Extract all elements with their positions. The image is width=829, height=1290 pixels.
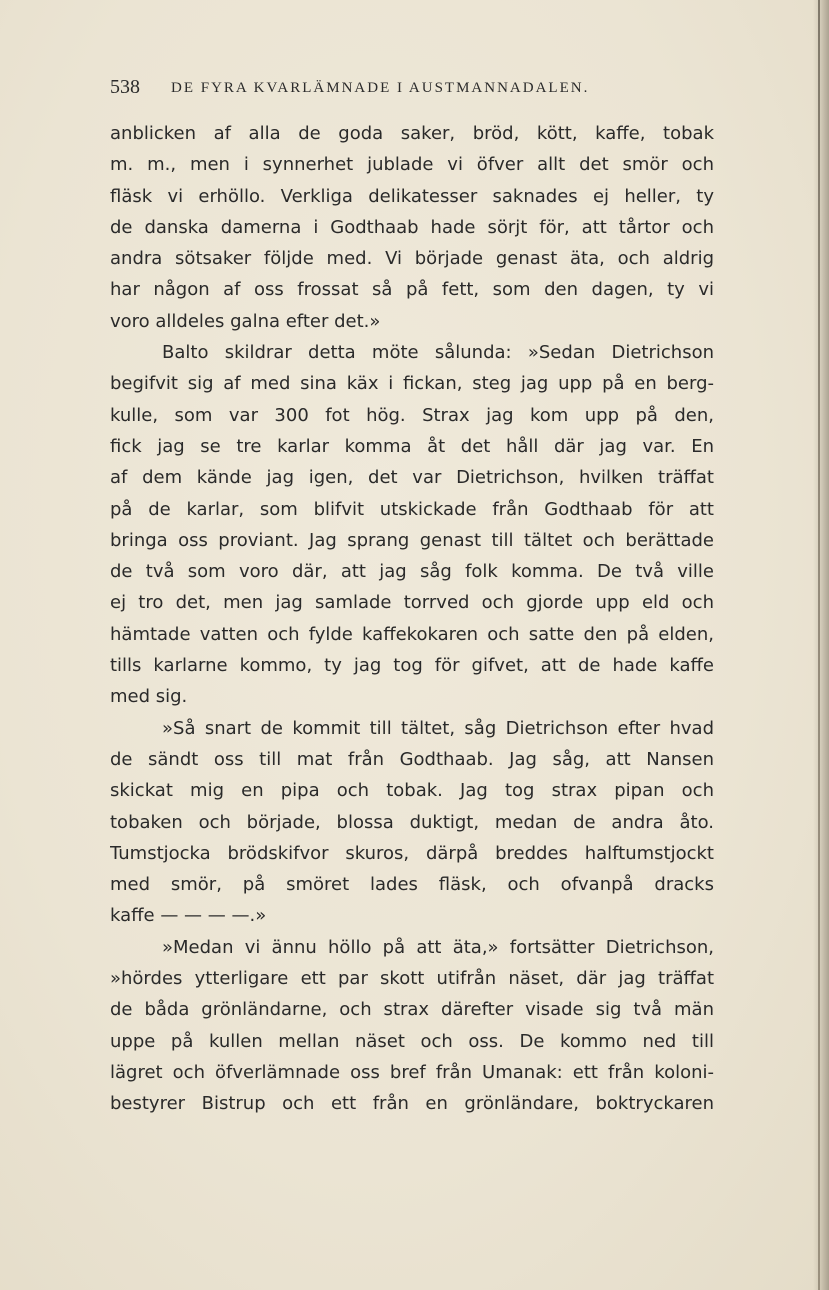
text-line: kaffe — — — —.»	[110, 905, 267, 927]
text-line: andra sötsaker följde med. Vi började genast äta, och aldrig	[110, 248, 714, 270]
page-header	[110, 76, 715, 106]
text-line: fick jag se tre karlar komma åt det håll där jag var. En	[110, 435, 714, 457]
text-line: Balto skildrar detta möte sålunda: »Sedan Dietrichson	[162, 342, 714, 364]
page-number: 538	[110, 76, 140, 98]
page-edge-line	[818, 0, 820, 1290]
text-line: lägret och öfverlämnade oss bref från Umanak: ett från koloni-	[110, 1061, 714, 1083]
text-line: »hördes ytterligare ett par skott utifrån näset, där jag träffat	[110, 968, 714, 990]
text-line: anblicken af alla de goda saker, bröd, kött, kaffe, tobak	[110, 123, 714, 144]
text-line: uppe på kullen mellan näset och oss. De kommo ned till	[110, 1030, 714, 1052]
text-line: skickat mig en pipa och tobak. Jag tog strax pipan och	[110, 780, 714, 802]
text-line: Tumstjocka brödskifvor skuros, därpå breddes halftumstjockt	[110, 842, 714, 864]
text-line: »Så snart de kommit till tältet, såg Dietrichson efter hvad	[162, 717, 714, 739]
text-line: bringa oss proviant. Jag sprang genast till tältet och berättade	[110, 529, 714, 551]
text-line: de två som voro där, att jag såg folk komma. De två ville	[110, 561, 714, 583]
text-line: tills karlarne kommo, ty jag tog för gifvet, att de hade kaffe	[110, 655, 714, 677]
text-line: ej tro det, men jag samlade torrved och gjorde upp eld och	[110, 592, 714, 614]
text-line: begifvit sig af med sina käx i fickan, steg jag upp på en berg-	[110, 373, 714, 395]
text-line: m. m., men i synnerhet jublade vi öfver allt det smör och	[110, 154, 714, 176]
text-line: voro alldeles galna efter det.»	[110, 310, 381, 332]
body-text	[110, 118, 714, 1120]
text-line: »Medan vi ännu höllo på att äta,» fortsätter Dietrichson,	[162, 936, 714, 958]
text-line: de sändt oss till mat från Godthaab. Jag såg, att Nansen	[110, 748, 714, 770]
text-line: de båda grönländarne, och strax därefter visade sig två män	[110, 999, 714, 1021]
text-line: på de karlar, som blifvit utskickade från Godthaab för att	[110, 498, 714, 520]
text-line: bestyrer Bistrup och ett från en grönländare, boktryckaren	[110, 1093, 714, 1115]
text-line: fläsk vi erhöllo. Verkliga delikatesser saknades ej heller, ty	[110, 185, 714, 207]
page-edge-shadow	[813, 0, 829, 1290]
text-line: hämtade vatten och fylde kaffekokaren och satte den på elden,	[110, 623, 714, 645]
text-line: har någon af oss frossat så på fett, som den dagen, ty vi	[110, 279, 714, 301]
text-line: tobaken och började, blossa duktigt, medan de andra åto.	[110, 811, 714, 833]
text-line: af dem kände jag igen, det var Dietrichson, hvilken träffat	[110, 467, 714, 489]
text-line: de danska damerna i Godthaab hade sörjt för, att tårtor och	[110, 216, 714, 238]
text-line: kulle, som var 300 fot hög. Strax jag kom upp på den,	[110, 404, 714, 426]
running-head: DE FYRA KVARLÄMNADE I AUSTMANNADALEN.	[171, 80, 590, 96]
text-line: med smör, på smöret lades fläsk, och ofvanpå dracks	[110, 874, 714, 896]
text-line: med sig.	[110, 686, 188, 708]
